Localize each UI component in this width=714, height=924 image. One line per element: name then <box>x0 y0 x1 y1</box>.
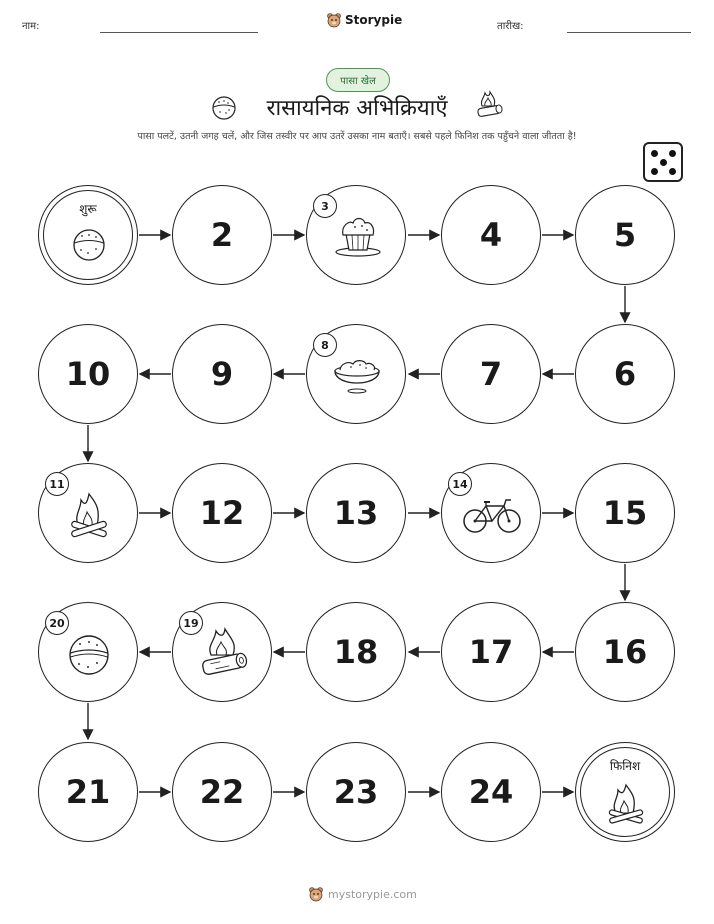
date-label: तारीख: <box>497 21 524 32</box>
finish-cell[interactable] <box>575 742 675 842</box>
cell-number: 22 <box>199 773 245 811</box>
cell-number: 9 <box>210 355 234 393</box>
cell-number: 11 <box>45 472 69 496</box>
board-cell-6[interactable] <box>575 324 675 424</box>
name-label: नाम: <box>22 21 40 32</box>
board-cell-2[interactable] <box>172 185 272 285</box>
page-title: रासायनिक अभिक्रियाएँ <box>266 96 448 121</box>
cell-number: 19 <box>179 611 203 635</box>
board-cell-20[interactable] <box>38 602 138 702</box>
cell-number: 13 <box>333 494 379 532</box>
cell-number: 8 <box>313 333 337 357</box>
start-label: शुरू <box>79 202 97 216</box>
burning-log-icon <box>197 627 251 679</box>
dough-bowl-icon <box>331 355 383 395</box>
bath-bomb-icon <box>65 631 113 679</box>
board-cell-5[interactable] <box>575 185 675 285</box>
board-cell-10[interactable] <box>38 324 138 424</box>
board-cell-15[interactable] <box>575 463 675 563</box>
cell-number: 10 <box>65 355 111 393</box>
board-cell-7[interactable] <box>441 324 541 424</box>
board-cell-9[interactable] <box>172 324 272 424</box>
footer-url[interactable]: mystorypie.com <box>328 887 417 901</box>
muffin-icon <box>333 212 383 258</box>
board-cell-21[interactable] <box>38 742 138 842</box>
cell-number: 18 <box>333 633 379 671</box>
bath-bomb-icon <box>69 224 109 264</box>
cell-number: 14 <box>448 472 472 496</box>
board-cell-16[interactable] <box>575 602 675 702</box>
board-cell-23[interactable] <box>306 742 406 842</box>
campfire-icon <box>606 781 646 827</box>
start-cell[interactable] <box>38 185 138 285</box>
board-cell-3[interactable] <box>306 185 406 285</box>
board-cell-18[interactable] <box>306 602 406 702</box>
board-cell-24[interactable] <box>441 742 541 842</box>
bicycle-icon <box>462 496 522 534</box>
board-cell-17[interactable] <box>441 602 541 702</box>
campfire-icon <box>67 490 111 540</box>
cell-number: 2 <box>210 216 234 254</box>
board-cell-12[interactable] <box>172 463 272 563</box>
board-cell-8[interactable] <box>306 324 406 424</box>
cell-number: 6 <box>613 355 637 393</box>
cell-number: 3 <box>313 194 337 218</box>
board-cell-4[interactable] <box>441 185 541 285</box>
cell-number: 21 <box>65 773 111 811</box>
cell-number: 4 <box>479 216 503 254</box>
board-cell-19[interactable] <box>172 602 272 702</box>
cell-number: 7 <box>479 355 503 393</box>
instructions: पासा पलटें, उतनी जगह चलें, और जिस तस्वीर पर आप उतरें उसका नाम बताएँ। सबसे पहले फिनिश तक पहुँचने वाला जीतता है! <box>137 131 577 142</box>
cell-number: 5 <box>613 216 637 254</box>
game-badge: पासा खेल <box>326 68 390 92</box>
cell-number: 16 <box>602 633 648 671</box>
cell-number: 20 <box>45 611 69 635</box>
cell-number: 15 <box>602 494 648 532</box>
cell-number: 23 <box>333 773 379 811</box>
finish-label: फिनिश <box>609 759 641 773</box>
cell-number: 17 <box>468 633 514 671</box>
board-cell-22[interactable] <box>172 742 272 842</box>
board-cell-14[interactable] <box>441 463 541 563</box>
cell-number: 12 <box>199 494 245 532</box>
cell-number: 24 <box>468 773 514 811</box>
bear-icon <box>308 886 324 902</box>
brand-name: Storypie <box>345 13 403 27</box>
board-cell-13[interactable] <box>306 463 406 563</box>
board-cell-11[interactable] <box>38 463 138 563</box>
footer <box>308 886 417 902</box>
